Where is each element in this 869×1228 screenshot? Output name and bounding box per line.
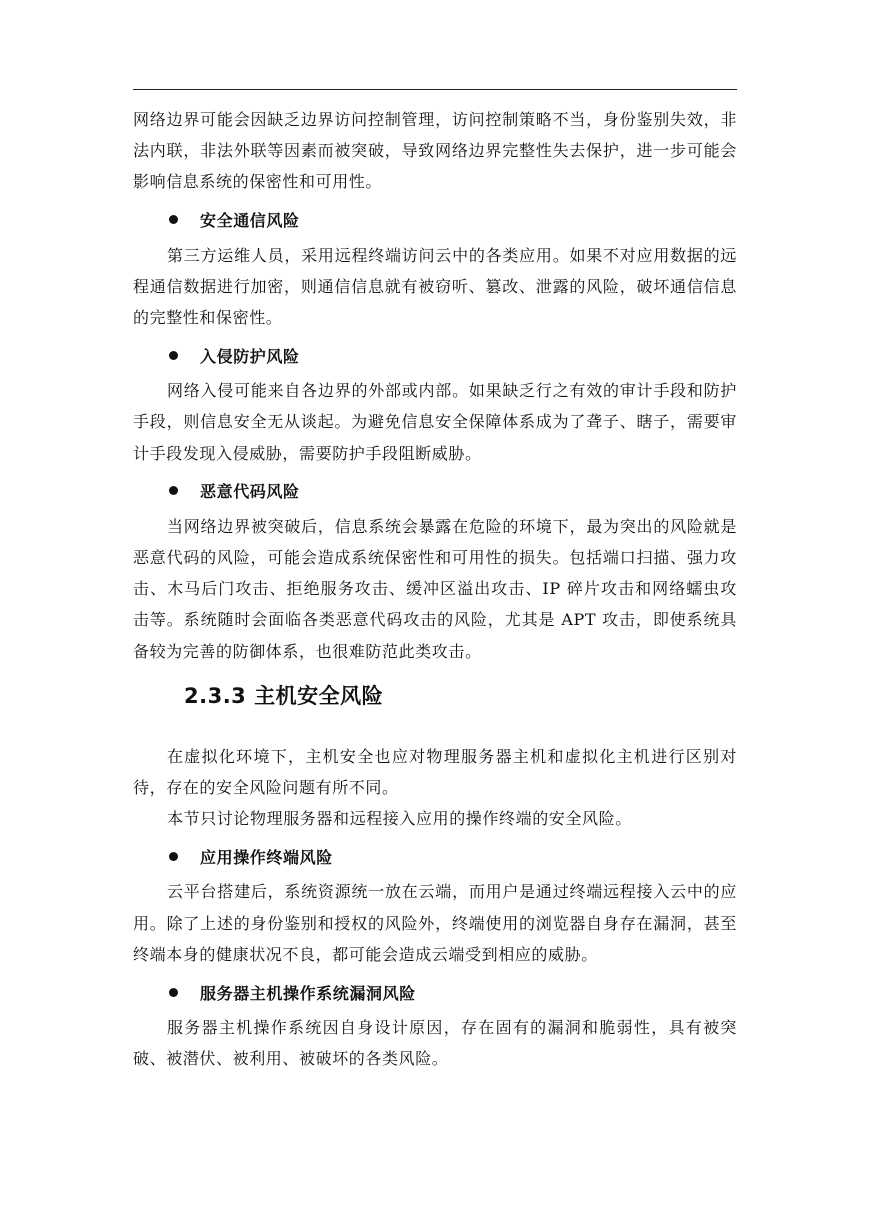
section-intro-paragraph: 本节只讨论物理服务器和远程接入应用的操作终端的安全风险。 bbox=[167, 809, 632, 829]
bullet-paragraph: 云平台搭建后，系统资源统一放在云端，而用户是通过终端远程接入云中的应用。除了上述的身份鉴别和授权的风险外，终端使用的浏览器自身存在漏洞，甚至终端本身的健康状况不良，都可能会造成云端受到相应的威胁。 bbox=[133, 882, 737, 964]
bullet-item bbox=[133, 339, 737, 371]
bullet-item bbox=[133, 475, 737, 507]
bullet-item bbox=[133, 204, 737, 236]
section-title: 2.3.3 主机安全风险 bbox=[184, 683, 384, 708]
bullet-heading: 应用操作终端风险 bbox=[200, 847, 333, 867]
intro-paragraph: 网络边界可能会因缺乏边界访问控制管理，访问控制策略不当，身份鉴别失效，非法内联，非法外联等因素而被突破，导致网络边界完整性失去保护，进一步可能会影响信息系统的保密性和可用性。 bbox=[133, 110, 737, 192]
bullet-paragraph: 当网络边界被突破后，信息系统会暴露在危险的环境下，最为突出的风险就是恶意代码的风险，可能会造成系统保密性和可用性的损失。包括端口扫描、强力攻击、木马后门攻击、拒绝服务攻击、缓冲区溢出攻击、IP 碎片攻击和网络蠕虫攻击等。系统随时会面临各类恶意代码攻击的风险，尤其是 APT 攻击，即使系统具备较为完善的防御体系，也很难防范此类攻击。 bbox=[133, 516, 737, 661]
header-rule bbox=[133, 89, 737, 90]
bullet-dot-icon bbox=[169, 988, 178, 997]
section-intro-paragraph: 在虚拟化环境下，主机安全也应对物理服务器主机和虚拟化主机进行区别对待，存在的安全风险问题有所不同。 bbox=[133, 746, 737, 798]
bullet-paragraph: 服务器主机操作系统因自身设计原因，存在固有的漏洞和脆弱性，具有被突破、被潜伏、被利用、被破坏的各类风险。 bbox=[133, 1018, 737, 1069]
bullet-dot-icon bbox=[169, 486, 178, 495]
bullet-dot-icon bbox=[169, 351, 178, 360]
bullet-dot-icon bbox=[169, 215, 178, 224]
bullet-heading: 安全通信风险 bbox=[200, 211, 300, 231]
document-page bbox=[133, 104, 737, 1074]
bullet-item bbox=[133, 976, 737, 1008]
bullet-heading: 服务器主机操作系统漏洞风险 bbox=[200, 983, 416, 1003]
bullet-paragraph: 第三方运维人员，采用远程终端访问云中的各类应用。如果不对应用数据的远程通信数据进行加密，则通信信息就有被窃听、篡改、泄露的风险，破坏通信信息的完整性和保密性。 bbox=[133, 245, 737, 328]
bullet-paragraph: 网络入侵可能来自各边界的外部或内部。如果缺乏行之有效的审计手段和防护手段，则信息安全无从谈起。为避免信息安全保障体系成为了聋子、瞎子，需要审计手段发现入侵威胁，需要防护手段阻断威胁。 bbox=[133, 381, 737, 463]
bullet-dot-icon bbox=[169, 852, 178, 861]
bullet-heading: 入侵防护风险 bbox=[200, 346, 300, 366]
bullet-item bbox=[133, 840, 737, 872]
bullet-heading: 恶意代码风险 bbox=[200, 482, 300, 502]
